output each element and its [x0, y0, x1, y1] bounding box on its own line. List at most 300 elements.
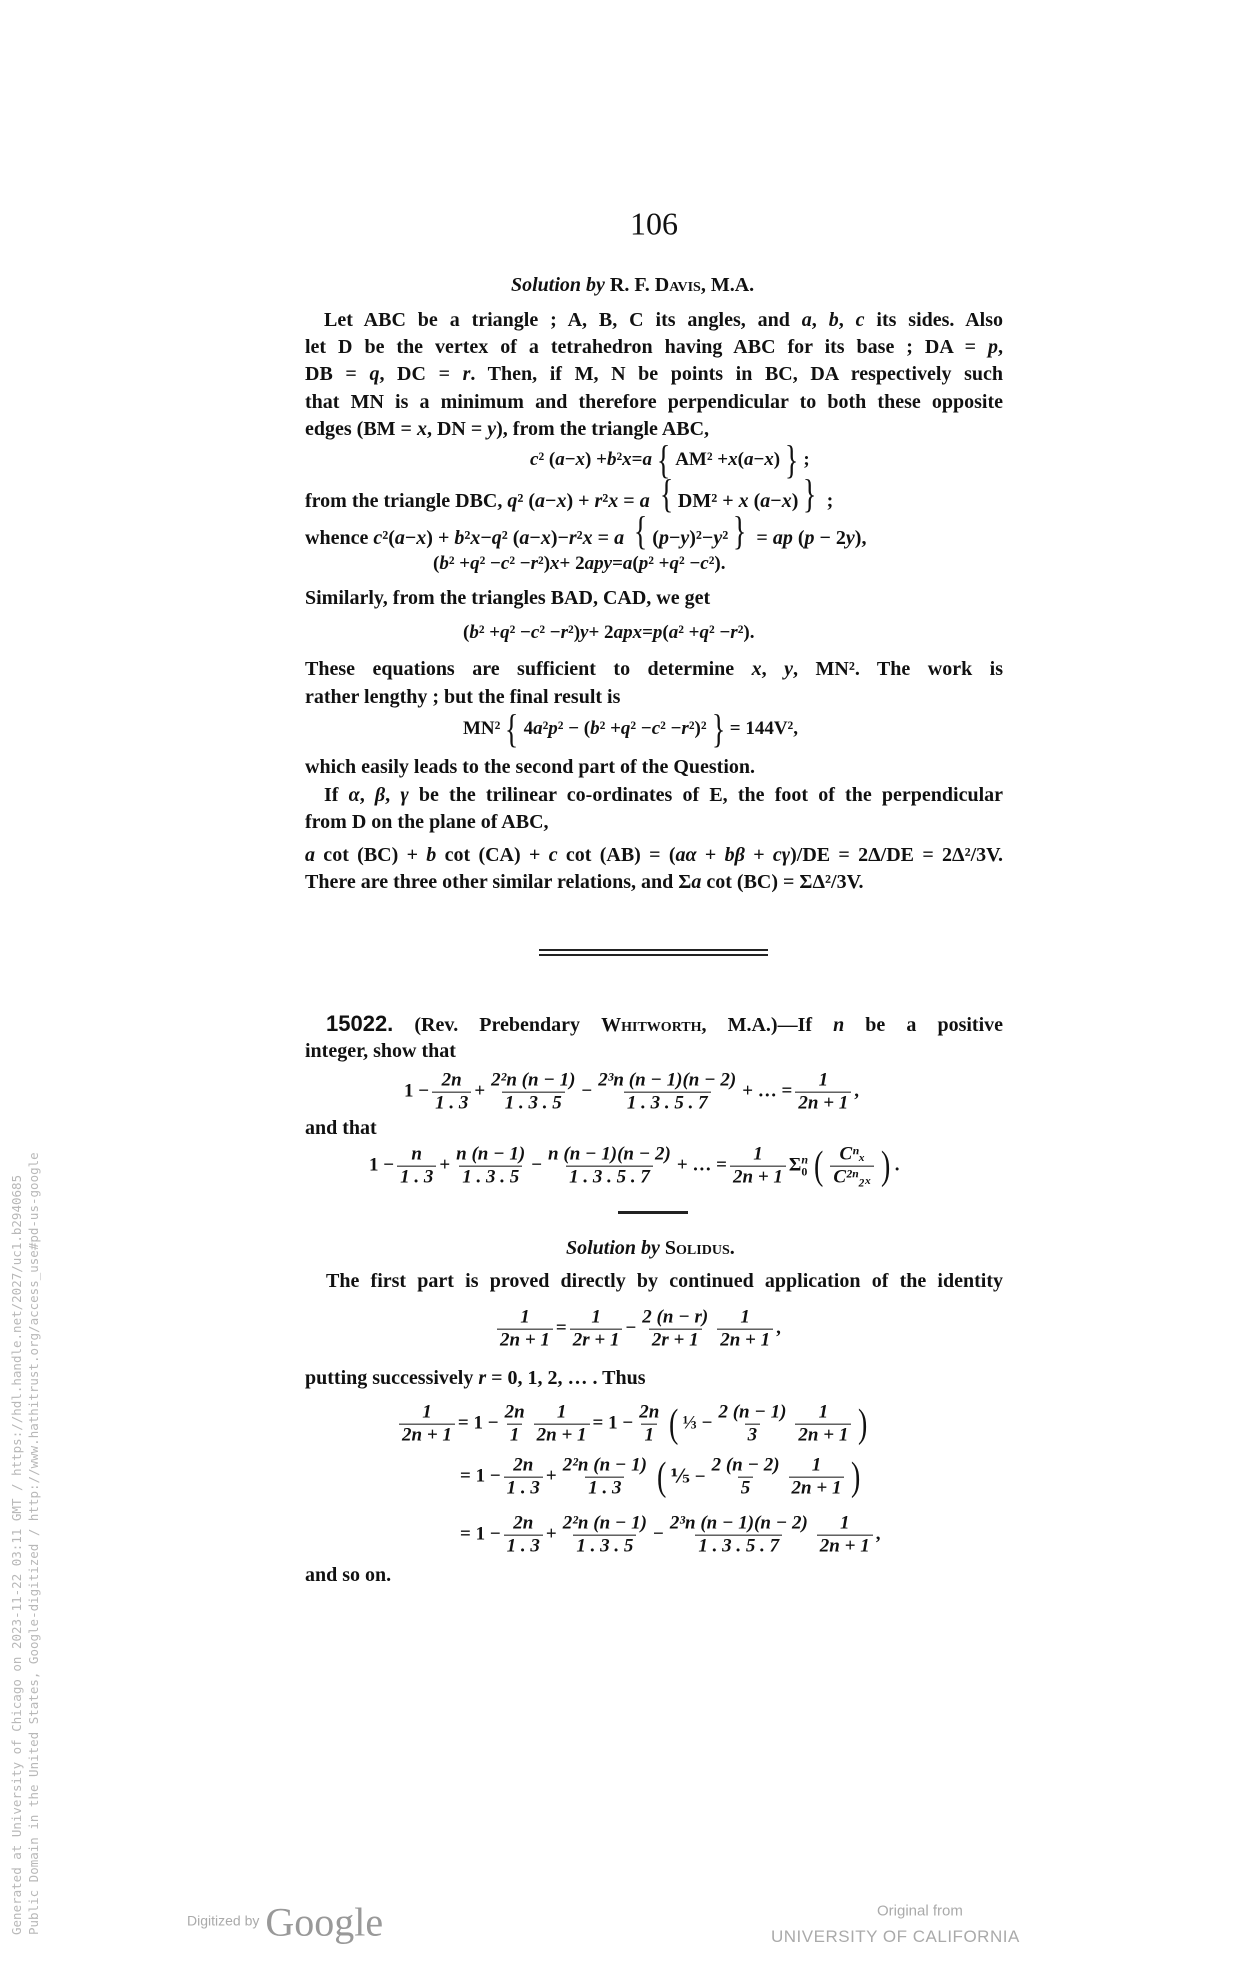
italic-symbol: r [530, 553, 539, 574]
text-run: ² − [709, 622, 731, 643]
italic-symbol: x [764, 449, 774, 470]
text-run: be the trilinear co-ordinates of E, the foot of the perpendicular [408, 784, 1004, 806]
text-run: 2r + 1 [651, 1329, 699, 1351]
italic-symbol: r [478, 1367, 487, 1389]
text-run: and so on. [305, 1564, 392, 1586]
text-run: Let ABC be a triangle ; A, B, C its angles, and [324, 309, 802, 331]
numerator [510, 1455, 536, 1477]
text-run: 2 (n − 2) [711, 1454, 780, 1476]
text-run: − [480, 527, 492, 549]
text-run: R. F. [604, 274, 655, 296]
numerator [837, 1144, 869, 1166]
bracket: ( [669, 1401, 679, 1446]
text-run: Σ [788, 1155, 802, 1176]
numerator [837, 1513, 853, 1535]
text-run: putting successively [305, 1367, 479, 1389]
numerator [709, 1455, 783, 1477]
italic-symbol: a [622, 553, 633, 574]
italic-symbol: a [519, 527, 530, 549]
text-run: 4 [523, 718, 534, 739]
italic-symbol: cγ [772, 844, 791, 866]
denominator [649, 1329, 702, 1352]
author-name: Davis [654, 274, 701, 296]
numerator [715, 1402, 789, 1424]
text-run: rather lengthy ; but the final result is [305, 686, 621, 708]
fraction [399, 1402, 455, 1447]
italic-symbol: c [700, 553, 709, 574]
bracket: { [633, 508, 648, 553]
fraction [397, 1144, 436, 1189]
text-run: MN² [463, 718, 501, 739]
text-run: 2n [513, 1512, 534, 1534]
text-run [650, 490, 655, 512]
text-run: 1 [740, 1306, 750, 1328]
text-line-s-l3 [305, 1563, 391, 1587]
text-run: ² − [630, 718, 652, 739]
text-line-q15022-l2 [305, 1039, 456, 1063]
italic-symbol: a [760, 490, 771, 512]
text-run: 1 . 3 . 5 [576, 1535, 634, 1557]
text-run: 1 . 3 [506, 1535, 540, 1557]
text-run: + [439, 1155, 451, 1176]
italic-symbol: x [416, 418, 427, 440]
text-run: 1 [840, 1512, 850, 1534]
text-run: and that [305, 1117, 377, 1139]
equation-eq-t1 [396, 1402, 872, 1447]
text-run: + [545, 1524, 557, 1545]
text-run: ² − [660, 718, 682, 739]
numerator [510, 1513, 536, 1535]
text-run: 1 [818, 1401, 829, 1423]
text-run: = 1 − [457, 1413, 499, 1434]
numerator [750, 1144, 766, 1166]
italic-symbol: n [833, 1013, 845, 1036]
text-run: cot (BC) + [315, 844, 427, 866]
text-run: ( [662, 622, 669, 643]
numerator [554, 1402, 570, 1424]
denominator [504, 1477, 543, 1500]
text-run: Similarly, from the triangles BAD, CAD, we get [305, 587, 711, 609]
text-run: . Then, if M, N be points in BC, DA respectively such [470, 363, 1003, 385]
fraction [795, 1402, 851, 1447]
text-run: ( [632, 553, 639, 574]
italic-symbol: c [500, 553, 510, 574]
italic-symbol: c [548, 844, 558, 866]
italic-symbol: x [540, 527, 551, 549]
text-line-p4-l2 [305, 810, 549, 834]
text-run: 2n [441, 1069, 462, 1091]
text-line-p4-l1 [324, 783, 1003, 807]
denominator [502, 1092, 565, 1115]
text-run: − [770, 490, 782, 512]
italic-symbol: a [691, 871, 702, 893]
italic-symbol: a [533, 718, 543, 739]
text-run: , [385, 784, 401, 806]
text-run: . [729, 1237, 735, 1259]
text-run: ), [854, 527, 867, 549]
italic-symbol: apy [584, 553, 613, 574]
text-run: = [618, 490, 640, 512]
bracket: { [656, 437, 671, 482]
text-run: − [529, 527, 541, 549]
bracket: ( [656, 1454, 667, 1499]
fraction [717, 1307, 773, 1352]
italic-symbol: x [550, 553, 560, 574]
italic-symbol: a [614, 527, 625, 549]
fraction [709, 1455, 783, 1500]
text-run: be a positive [844, 1013, 1003, 1036]
text-run: There are three other similar relations, and Σ [305, 871, 692, 893]
fraction [795, 1070, 851, 1115]
text-run: DB = [305, 363, 370, 385]
italic-symbol: x [728, 449, 738, 470]
denominator [534, 1424, 590, 1447]
denominator [695, 1535, 782, 1558]
bracket: ) [858, 1401, 868, 1446]
numerator [439, 1070, 465, 1092]
denominator [432, 1092, 471, 1115]
bracket: { [659, 471, 674, 516]
italic-symbol: y [680, 527, 690, 549]
text-run: ⅕ − [670, 1466, 706, 1488]
numerator [545, 1144, 674, 1166]
text-run: 2n + 1 [819, 1535, 870, 1557]
fraction [560, 1513, 650, 1558]
fraction [504, 1455, 543, 1500]
digitized-by-label: Digitized by [187, 1912, 260, 1929]
bracket: } [711, 706, 725, 751]
text-line-p1-l2 [305, 335, 1003, 359]
denominator [624, 1092, 711, 1115]
italic-symbol: y [487, 418, 497, 440]
page-number: 106 [630, 205, 678, 242]
italic-symbol: b [606, 449, 617, 470]
text-run: ²). [708, 553, 726, 574]
author-name: Solidus [664, 1237, 730, 1259]
text-run: 2³n (n − 1)(n − 2) [598, 1069, 737, 1091]
text-run: − [668, 527, 681, 549]
text-run: cot (AB) = ( [557, 844, 676, 866]
italic-symbol: x [622, 449, 632, 470]
text-run: ²) [568, 622, 581, 643]
numerator [502, 1402, 528, 1424]
fraction [502, 1402, 528, 1447]
text-run: − [625, 1318, 637, 1339]
text-run: 1 . 3 . 5 [462, 1166, 520, 1188]
denominator [497, 1329, 553, 1352]
bracket: } [803, 471, 817, 516]
numerator [560, 1455, 650, 1477]
text-run: , M.A. [700, 274, 755, 296]
digitized-by-google [187, 1899, 383, 1946]
text-line-p1-whence [305, 508, 867, 553]
italic-symbol: c [373, 527, 383, 549]
watermark-line-1: Generated at University of Chicago on 2023-11-22 03:11 GMT / https://hdl.handle.net/2027/uc1.b2940685 [9, 1174, 24, 1935]
italic-symbol: r [730, 622, 738, 643]
italic-symbol: x [416, 527, 427, 549]
bracket: } [733, 508, 747, 553]
text-run: ²) [538, 553, 551, 574]
fraction [817, 1513, 873, 1558]
text-run: 1 [520, 1306, 530, 1328]
equation-eq-x [433, 553, 726, 575]
italic-symbol: b [426, 844, 437, 866]
text-line-q15022-l1 [326, 1011, 1003, 1037]
italic-symbol: c [530, 449, 539, 470]
fraction [504, 1513, 543, 1558]
italic-symbol: p [658, 527, 669, 549]
text-run: 1 . 3 . 5 . 7 [569, 1166, 650, 1188]
text-run: ² − ( [557, 718, 591, 739]
italic-symbol: y [845, 527, 855, 549]
text-line-p3-l1 [305, 657, 1003, 681]
text-run: ( [463, 622, 470, 643]
text-run: 1 . 3 [506, 1477, 540, 1499]
italic-symbol: b [439, 553, 449, 574]
text-run: ² + [678, 622, 700, 643]
denominator [789, 1477, 845, 1500]
text-run: , M.A.)—If [701, 1013, 834, 1036]
text-run: = 144V², [729, 718, 798, 739]
text-line-p4-l4 [305, 870, 863, 894]
text-run: 1 [591, 1306, 601, 1328]
text-run: ( [652, 527, 659, 549]
fraction [730, 1144, 786, 1189]
text-run: . [894, 1155, 900, 1176]
text-run: ² − [679, 553, 701, 574]
denominator [397, 1166, 436, 1189]
italic-symbol: x [738, 490, 749, 512]
fraction [545, 1144, 674, 1189]
numerator [809, 1455, 825, 1477]
upper-limit: n [801, 1153, 809, 1167]
google-logo: Google [265, 1899, 384, 1945]
text-line-q15022-l3 [305, 1116, 377, 1140]
text-run: , MN². The work is [793, 658, 1004, 680]
text-run: )− [550, 527, 569, 549]
fraction [636, 1402, 662, 1447]
text-run: , [998, 336, 1003, 358]
numerator [588, 1307, 604, 1329]
italic-symbol: b [828, 309, 839, 331]
fraction [570, 1307, 623, 1352]
text-run: ²)² [688, 718, 707, 739]
text-run: ² − [509, 622, 531, 643]
text-run: = [555, 1318, 567, 1339]
equation-eq-identity [494, 1307, 781, 1352]
text-run: 2n + 1 [798, 1092, 849, 1114]
text-run: + [474, 1081, 486, 1102]
text-run: 5 [740, 1477, 751, 1499]
text-run: ; [821, 490, 834, 512]
italic-symbol: x [582, 527, 593, 549]
text-run: , [811, 309, 829, 331]
italic-symbol: a [305, 844, 315, 866]
italic-symbol: q [507, 490, 518, 512]
text-run: 2n [513, 1454, 534, 1476]
equation-eq-t2 [460, 1455, 865, 1500]
fraction [595, 1070, 739, 1115]
text-run: ² ( [517, 490, 536, 512]
text-run: cot (CA) + [436, 844, 549, 866]
equation-eq-q2 [369, 1144, 900, 1189]
text-run: 1 . 3 [400, 1166, 434, 1188]
text-run: , [776, 1318, 781, 1339]
numerator [639, 1307, 711, 1329]
text-run: 2n + 1 [402, 1424, 452, 1446]
bracket: ) [881, 1143, 891, 1188]
denominator [817, 1535, 873, 1558]
italic-symbol: c [855, 309, 865, 331]
section-divider-top [539, 949, 768, 951]
text-run: which easily leads to the second part of the Question. [305, 756, 755, 778]
italic-symbol: r [681, 718, 689, 739]
italic-symbol: q [369, 363, 380, 385]
text-line-p1-l1 [324, 308, 1003, 332]
text-run: cot (BC) = ΣΔ²/3V. [701, 871, 864, 893]
text-run: ( [737, 449, 744, 470]
text-run: The first part is proved directly by continued application of the identity [326, 1270, 1003, 1292]
text-run: whence [305, 527, 374, 549]
text-run: that MN is a minimum and therefore perpendicular to both these opposite [305, 391, 1003, 413]
italic-symbol: a [394, 527, 405, 549]
italic-symbol: aα [675, 844, 697, 866]
text-run: ( [433, 553, 440, 574]
text-run: 2n + 1 [720, 1329, 771, 1351]
text-run: = [592, 527, 615, 549]
italic-symbol: x [751, 658, 762, 680]
text-run: − [404, 527, 417, 549]
text-run: ² [616, 449, 623, 470]
italic-symbol: x [781, 490, 792, 512]
denominator [507, 1424, 523, 1447]
denominator [504, 1535, 543, 1558]
italic-symbol: q [491, 527, 502, 549]
text-run: , [875, 1524, 881, 1545]
author-name: Whitworth [601, 1013, 702, 1036]
text-line-p3-l3 [305, 755, 755, 779]
italic-symbol: q [500, 622, 510, 643]
text-run: 1 [644, 1424, 654, 1446]
text-line-heading-davis [511, 273, 754, 297]
text-run: edges (BM = [305, 418, 417, 440]
text-run: = [642, 622, 653, 643]
text-run: + [545, 1466, 557, 1487]
italic-symbol: r [594, 490, 603, 512]
fraction [534, 1402, 590, 1447]
text-run: 1 . 3 . 5 . 7 [626, 1092, 708, 1114]
text-run: (Rev. Prebendary [393, 1013, 602, 1036]
text-run: 1 . 3 . 5 . 7 [698, 1535, 780, 1557]
text-run: If [324, 784, 349, 806]
text-run: 2r + 1 [572, 1329, 620, 1351]
italic-symbol: p [988, 336, 998, 358]
italic-symbol: a [668, 622, 679, 643]
text-line-p1-l4 [305, 390, 1003, 414]
text-run: ² [464, 527, 471, 549]
text-run: 1 [811, 1454, 822, 1476]
equation-eq-y [463, 622, 754, 644]
italic-symbol: p [638, 553, 649, 574]
denominator [795, 1424, 851, 1447]
denominator [573, 1535, 636, 1558]
original-from-label: Original from [877, 1902, 963, 1920]
italic-symbol: b [454, 527, 465, 549]
numerator [595, 1070, 739, 1092]
sum-limits [801, 1154, 808, 1178]
text-run: = [751, 527, 773, 549]
italic-symbol: y [784, 658, 794, 680]
text-run: − [581, 1081, 593, 1102]
question-number: 15022. [326, 1010, 394, 1036]
text-run: ² ( [501, 527, 520, 549]
text-run: − [545, 490, 557, 512]
text-run: ² ( [538, 449, 556, 470]
italic-symbol: Solution by [511, 274, 605, 296]
numerator [453, 1144, 528, 1166]
numerator [517, 1307, 533, 1329]
text-run: , [761, 658, 785, 680]
text-line-p1-l3 [305, 362, 1003, 386]
numerator [488, 1070, 578, 1092]
text-run: , DN = [426, 418, 488, 440]
numerator [667, 1513, 811, 1535]
text-run: 1 − [404, 1081, 430, 1102]
text-run: + … = [676, 1155, 727, 1176]
denominator [399, 1424, 455, 1447]
italic-symbol: γ [400, 784, 409, 806]
italic-symbol: β [374, 784, 386, 806]
italic-symbol: x [556, 490, 567, 512]
italic-symbol: p [652, 622, 663, 643]
text-run: + [696, 844, 725, 866]
text-run: n (n − 1)(n − 2) [548, 1143, 671, 1165]
equation-eq-q1 [404, 1070, 859, 1115]
numerator [560, 1513, 650, 1535]
italic-symbol: r [568, 527, 577, 549]
short-divider [618, 1211, 688, 1214]
italic-symbol: q [470, 553, 480, 574]
italic-symbol: a [743, 449, 754, 470]
italic-symbol: y [580, 622, 589, 643]
text-run: = 0, 1, 2, … . Thus [486, 1367, 646, 1389]
fraction [488, 1070, 578, 1115]
text-run: 2 (n − r) [642, 1306, 709, 1328]
hathitrust-watermark [8, 1152, 42, 1935]
text-run: ), from the triangle ABC, [496, 418, 710, 440]
text-run: 3 [747, 1424, 758, 1446]
italic-symbol: α [348, 784, 360, 806]
text-run: ( [792, 527, 805, 549]
text-run: 1 . 3 [435, 1092, 469, 1114]
text-run: ² [542, 718, 549, 739]
text-run: − [753, 449, 765, 470]
italic-symbol: x [470, 527, 481, 549]
text-run: + … = [742, 1081, 793, 1102]
italic-symbol: p [804, 527, 815, 549]
text-run: )²− [689, 527, 714, 549]
italic-symbol: ap [772, 527, 793, 549]
text-run: )/DE = 2Δ/DE = 2Δ²/3V. [790, 844, 1004, 866]
denominator [738, 1477, 754, 1500]
text-run: ²( [382, 527, 395, 549]
numerator [636, 1402, 662, 1424]
text-run: n [411, 1143, 422, 1165]
text-run: ² + [648, 553, 670, 574]
denominator [459, 1166, 522, 1189]
italic-symbol: a [801, 309, 812, 331]
text-run: ² [602, 490, 609, 512]
